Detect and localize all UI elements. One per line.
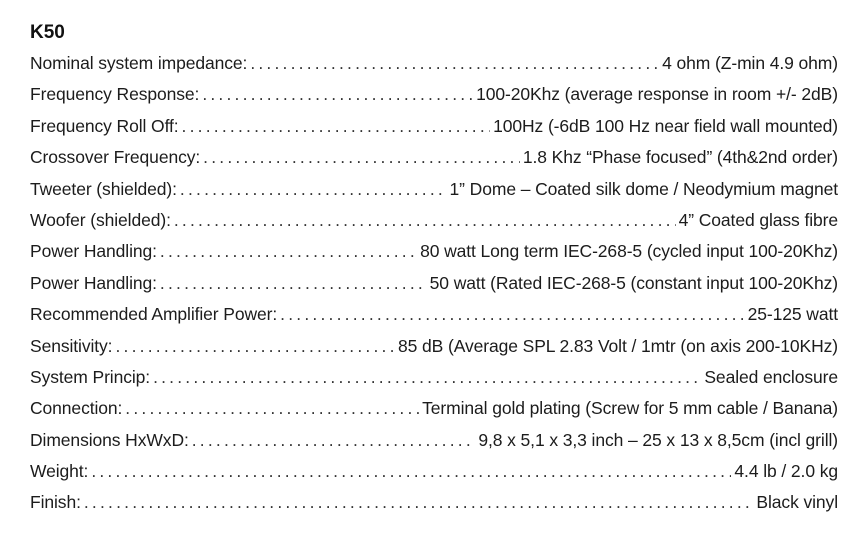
spec-row — [30, 174, 838, 205]
spec-value: 50 watt (Rated IEC-268-5 (constant input 100-20Khz) — [429, 272, 838, 293]
dot-leader — [203, 142, 520, 173]
spec-label: Dimensions HxWxD: — [30, 429, 189, 450]
spec-value: 4.4 lb / 2.0 kg — [734, 461, 838, 482]
spec-label: Woofer (shielded): — [30, 209, 171, 230]
dot-leader — [153, 362, 701, 393]
dot-leader — [192, 425, 476, 456]
spec-value: 80 watt Long term IEC-268-5 (cycled input 100-20Khz) — [420, 241, 838, 262]
spec-row — [30, 456, 838, 487]
dot-leader — [84, 487, 754, 518]
spec-value: Black vinyl — [756, 492, 838, 513]
spec-label: Nominal system impedance: — [30, 53, 248, 73]
spec-sheet — [30, 22, 838, 519]
spec-value: 1” Dome – Coated silk dome / Neodymium magnet — [449, 178, 838, 199]
dot-leader — [125, 393, 419, 424]
spec-value: 9,8 x 5,1 x 3,3 inch – 25 x 13 x 8,5cm (incl grill) — [478, 429, 838, 450]
spec-value: 100Hz (-6dB 100 Hz near field wall mounted) — [493, 115, 838, 136]
spec-row — [30, 393, 838, 424]
spec-value: 100-20Khz (average response in room +/- 2dB) — [476, 84, 838, 105]
spec-label: Frequency Response: — [30, 84, 200, 105]
spec-label: Finish: — [30, 492, 81, 513]
spec-value: Terminal gold plating (Screw for 5 mm cable / Banana) — [422, 398, 838, 419]
dot-leader — [202, 79, 473, 110]
dot-leader — [280, 299, 744, 330]
spec-label: Power Handling: — [30, 241, 157, 262]
spec-row — [30, 487, 838, 518]
spec-value: 4” Coated glass fibre — [678, 209, 838, 230]
spec-list — [30, 48, 838, 519]
dot-leader — [115, 331, 395, 362]
spec-value: 4 ohm (Z-min 4.9 ohm) — [662, 53, 838, 73]
spec-row — [30, 362, 838, 393]
dot-leader — [182, 111, 491, 142]
dot-leader — [174, 205, 676, 236]
spec-value: 1.8 Khz “Phase focused” (4th&2nd order) — [522, 147, 838, 168]
product-title: K50 — [30, 22, 65, 43]
spec-label: Recommended Amplifier Power: — [30, 304, 278, 325]
spec-label: Crossover Frequency: — [30, 147, 201, 168]
spec-label: Power Handling: — [30, 272, 157, 293]
spec-row — [30, 331, 838, 362]
spec-label: System Princip: — [30, 366, 151, 387]
dot-leader — [91, 456, 731, 487]
dot-leader — [180, 174, 447, 205]
spec-row — [30, 79, 838, 110]
spec-label: Sensitivity: — [30, 335, 113, 356]
spec-row — [30, 268, 838, 299]
spec-row — [30, 236, 838, 267]
spec-row — [30, 142, 838, 173]
spec-row — [30, 299, 838, 330]
spec-label: Weight: — [30, 461, 89, 482]
spec-value: Sealed enclosure — [704, 366, 838, 387]
spec-row — [30, 48, 838, 79]
spec-label: Frequency Roll Off: — [30, 115, 179, 136]
spec-label: Connection: — [30, 398, 123, 419]
spec-row — [30, 425, 838, 456]
spec-value: 25-125 watt — [747, 304, 838, 325]
spec-value: 85 dB (Average SPL 2.83 Volt / 1mtr (on axis 200-10KHz) — [397, 335, 838, 356]
dot-leader — [160, 268, 427, 299]
dot-leader — [160, 236, 417, 267]
spec-label: Tweeter (shielded): — [30, 178, 177, 199]
spec-row — [30, 111, 838, 142]
dot-leader — [250, 48, 659, 79]
spec-row — [30, 205, 838, 236]
